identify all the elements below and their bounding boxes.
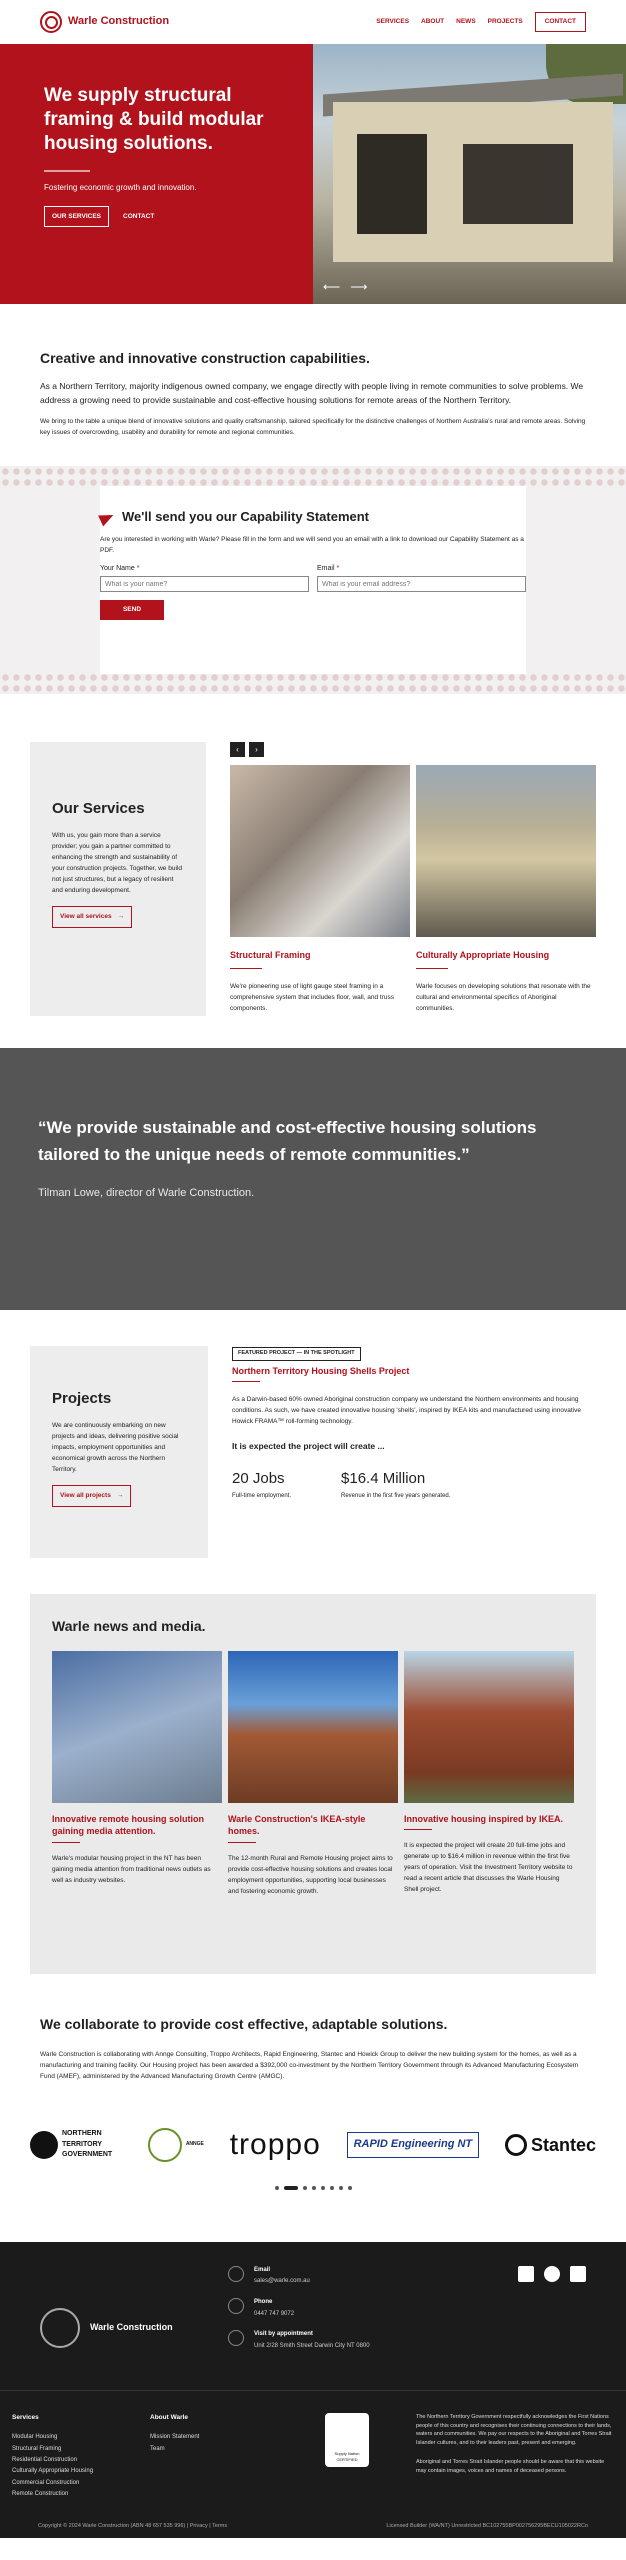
project-title[interactable]: Northern Territory Housing Shells Project [232, 1366, 410, 1377]
quote-author: Tilman Lowe, director of Warle Construction. [38, 1186, 255, 1199]
send-plane-icon [98, 509, 116, 526]
partner-logos [0, 2082, 626, 2172]
capability-title: We'll send you our Capability Statement [122, 509, 370, 525]
footer-top: Warle Construction Email sales@warle.com.au Phone 0447 747 9072 Visit by appointment Unit 2/28 Smith Street Darwin City NT 0800 [0, 2242, 626, 2390]
carousel-pager[interactable] [0, 2186, 626, 2190]
project-text: As a Darwin-based 60% owned Aboriginal construction company we understand the Northern environments and housing conditions. As such, we have created innovative housing 'shells', inspired by IKEA kits and manufactured using innovative Howick FRAMA™ roll-forming technology. [232, 1396, 581, 1426]
name-label: Your Name * [100, 564, 140, 572]
projects-section [0, 1310, 626, 1594]
hero-title: We supply structural framing & build modular housing solutions. [44, 85, 264, 155]
contact-button[interactable]: CONTACT [535, 12, 586, 31]
collab-section [0, 1974, 626, 2081]
projects-title: Projects [52, 1390, 112, 1408]
logo-icon [40, 2308, 80, 2348]
email-icon [228, 2266, 244, 2282]
next-arrow-icon[interactable]: ⟶ [350, 279, 368, 294]
collab-title: We collaborate to provide cost effective, adaptable solutions. [40, 2016, 448, 2033]
nav-news[interactable]: NEWS [456, 18, 476, 26]
service-title: Culturally Appropriate Housing [416, 950, 550, 961]
news-item-text: Warle's modular housing project in the NT has been gaining media attention from traditional news outlets as well as industry websites. [52, 1854, 211, 1884]
location-icon [228, 2330, 244, 2346]
news-item[interactable] [404, 1651, 574, 1897]
phone-icon [228, 2298, 244, 2314]
hero-text-panel [0, 44, 313, 304]
main-nav [376, 12, 586, 31]
nav-about[interactable]: ABOUT [421, 18, 445, 26]
logo[interactable] [40, 11, 169, 33]
projects-text: We are continuously embarking on new projects and ideas, delivering positive social impacts, employment opportunities and economical growth across the Northern Territory. [52, 1422, 179, 1474]
stat-jobs: 20 Jobs [232, 1469, 285, 1487]
project-expected: It is expected the project will create ... [232, 1441, 385, 1452]
footer-link[interactable]: Structural Framing [12, 2445, 62, 2452]
footer-link[interactable]: Mission Statement [150, 2434, 200, 2441]
news-section [30, 1594, 596, 1974]
news-item[interactable] [52, 1651, 222, 1897]
view-services-button[interactable]: View all services → [52, 906, 132, 927]
services-text: With us, you gain more than a service provider; you gain a partner committed to enhancing the strength and sustainability of your construction projects. Together, we build not just structures, but a legacy of resilient and enduring development. [52, 832, 182, 895]
our-services-button[interactable]: OUR SERVICES [44, 206, 109, 227]
arrow-right-icon: → [117, 913, 125, 921]
service-text: We're pioneering use of light gauge steel framing in a comprehensive system that includes floor, wall, and truss components. [230, 983, 395, 1013]
stat-label: Revenue in the first five years generated. [341, 1492, 451, 1499]
name-field[interactable] [100, 576, 309, 592]
partner-rapid-logo[interactable]: RAPID Engineering NT [347, 2132, 480, 2158]
news-item[interactable] [228, 1651, 398, 1897]
news-item-text: It is expected the project will create 20 full-time jobs and generate up to $16.4 million in revenue within the first five years of operation. Visit the Investment Territory website to read a recent article that discusses the Warle Housing Shell project. [404, 1842, 573, 1894]
license-text: Licensed Builder (WA/NT) Unrestricted BC102755BP002756295BECU105022RCo [386, 2522, 588, 2529]
news-item-title: Innovative remote housing solution gaining media attention. [52, 1813, 205, 1837]
view-projects-button[interactable]: View all projects → [52, 1485, 131, 1506]
nav-services[interactable]: SERVICES [376, 18, 410, 26]
footer-link[interactable]: Team [150, 2445, 165, 2452]
prev-arrow-icon[interactable]: ⟵ [323, 279, 341, 294]
linkedin-icon[interactable] [518, 2266, 534, 2282]
send-button[interactable]: SEND [100, 600, 164, 620]
news-item-title: Warle Construction's IKEA-style homes. [228, 1813, 366, 1837]
email-field[interactable] [317, 576, 526, 592]
footer-logo[interactable]: Warle Construction [40, 2266, 228, 2390]
hero-subtitle: Fostering economic growth and innovation. [44, 183, 197, 193]
youtube-icon[interactable] [570, 2266, 586, 2282]
partner-troppo-logo[interactable]: troppo [229, 2127, 321, 2161]
footer-link[interactable]: Modular Housing [12, 2434, 58, 2441]
services-card [30, 742, 206, 1016]
footer-phone[interactable]: 0447 747 9072 [254, 2310, 295, 2317]
news-item-title: Innovative housing inspired by IKEA. [404, 1813, 564, 1824]
partner-nt-logo[interactable]: NORTHERN TERRITORY GOVERNMENT [30, 2129, 122, 2159]
arrow-right-icon: → [116, 1492, 124, 1500]
footer-address: Unit 2/28 Smith Street Darwin City NT 0800 [254, 2343, 370, 2350]
hero-contact-link[interactable]: CONTACT [123, 212, 155, 220]
acknowledgement-notice: Aboriginal and Torres Strait Islander people should be aware that this website may contain images, voices and names of deceased persons. [416, 2458, 605, 2474]
service-item[interactable] [416, 765, 596, 1014]
email-label: Email * [317, 564, 340, 572]
news-title: Warle news and media. [52, 1618, 206, 1635]
footer-link[interactable]: Residential Construction [12, 2456, 78, 2463]
acknowledgement: The Northern Territory Government respectfully acknowledges the First Nations people of this country and recognises their continuing connections to their lands, waters and communities. We pay our respects to the Aboriginal and Torres Strait Islander cultures, and to their leaders past, present and emerging. [416, 2413, 612, 2447]
footer-links: Services Modular Housing Structural Framing Residential Construction Culturally Appropriate Housing Commercial Construction Remote Construction About Warle Mission Statement Team Supply Nation CERTIFIED The Northern Territory Government respectfully acknowledges the First Nations people of this country and recognises their continuing connections to their lands, waters and communities. We pay our respects to the Aboriginal and Torres Strait Islander cultures, and to their leaders past, present and emerging. Aboriginal and Torres Strait Islander people should be aware that this website may contain images, voices and names of deceased persons. [0, 2390, 626, 2516]
copyright-bar [0, 2516, 626, 2538]
quote-text: “We provide sustainable and cost-effective housing solutions tailored to the unique needs of remote communities.” [38, 1118, 537, 1165]
projects-card [30, 1346, 208, 1558]
nav-projects[interactable]: PROJECTS [487, 18, 523, 26]
prev-arrow-icon[interactable]: ‹ [230, 742, 245, 757]
hero-image [313, 44, 626, 304]
quote-section [0, 1048, 626, 1310]
service-title: Structural Framing [230, 950, 311, 961]
stat-revenue: $16.4 Million [341, 1469, 426, 1487]
intro-text: We bring to the table a unique blend of innovative solutions and quality craftsmanship, tailored specifically for the distinctive challenges of Northern Australia's rural and remote areas. Solving key issues of overcrowding, usability and durability for remote and regional communities. [40, 418, 586, 436]
partner-annge-logo[interactable]: ANNGE [148, 2128, 204, 2162]
footer-link[interactable]: Remote Construction [12, 2491, 69, 2498]
news-item-text: The 12-month Rural and Remote Housing project aims to provide cost-effective housing solutions and creates local employment opportunities, supporting local businesses and fostering economic growth. [228, 1854, 393, 1895]
footer-link[interactable]: Culturally Appropriate Housing [12, 2468, 94, 2475]
footer-email[interactable]: sales@warle.com.au [254, 2278, 310, 2285]
intro-title: Creative and innovative construction capabilities. [40, 350, 370, 366]
next-arrow-icon[interactable]: › [249, 742, 264, 757]
stat-label: Full-time employment. [232, 1492, 292, 1499]
logo-text: Warle Construction [68, 15, 170, 28]
services-section [0, 694, 626, 1048]
footer-link[interactable]: Commercial Construction [12, 2479, 80, 2486]
service-text: Warle focuses on developing solutions that resonate with the cultural and environmental specifics of Aboriginal communities. [416, 983, 591, 1013]
hero-divider [44, 170, 90, 172]
supply-nation-badge: Supply Nation CERTIFIED [325, 2413, 369, 2467]
partner-stantec-logo[interactable]: Stantec [505, 2132, 596, 2158]
logo-icon [40, 11, 62, 33]
hero [0, 44, 626, 304]
intro-lead: As a Northern Territory, majority indigenous owned company, we engage directly with people living in remote communities to solve problems. We address a growing need to provide sustainable and cost-effective housing solutions for remote areas of the Northern Territory. [40, 381, 584, 405]
capability-section [0, 466, 626, 694]
service-item[interactable] [230, 765, 410, 1014]
featured-badge: FEATURED PROJECT — IN THE SPOTLIGHT [232, 1347, 361, 1361]
intro-section [0, 304, 626, 466]
site-header [0, 0, 626, 44]
facebook-icon[interactable] [544, 2266, 560, 2282]
copyright-text: Copyright © 2024 Warle Construction (ABN 48 657 535 996) | Privacy | Terms [38, 2522, 228, 2529]
capability-text: Are you interested in working with Warle? Please fill in the form and we will send you an email with a link to download our Capability Statement as a PDF. [100, 536, 524, 554]
services-title: Our Services [52, 800, 145, 818]
collab-text: Warle Construction is collaborating with Annge Consulting, Troppo Architects, Rapid Engineering, Stantec and Howick Group to deliver the new building system for the homes, as well as a manufacturing and training facility. Our Housing project has been awarded a $392,000 co-investment by the Northern Territory Government through its Advanced Manufacturing Ecosystem Fund (AMEF), administered by the Advanced Manufacturing Growth Centre (AMGC). [40, 2050, 579, 2080]
